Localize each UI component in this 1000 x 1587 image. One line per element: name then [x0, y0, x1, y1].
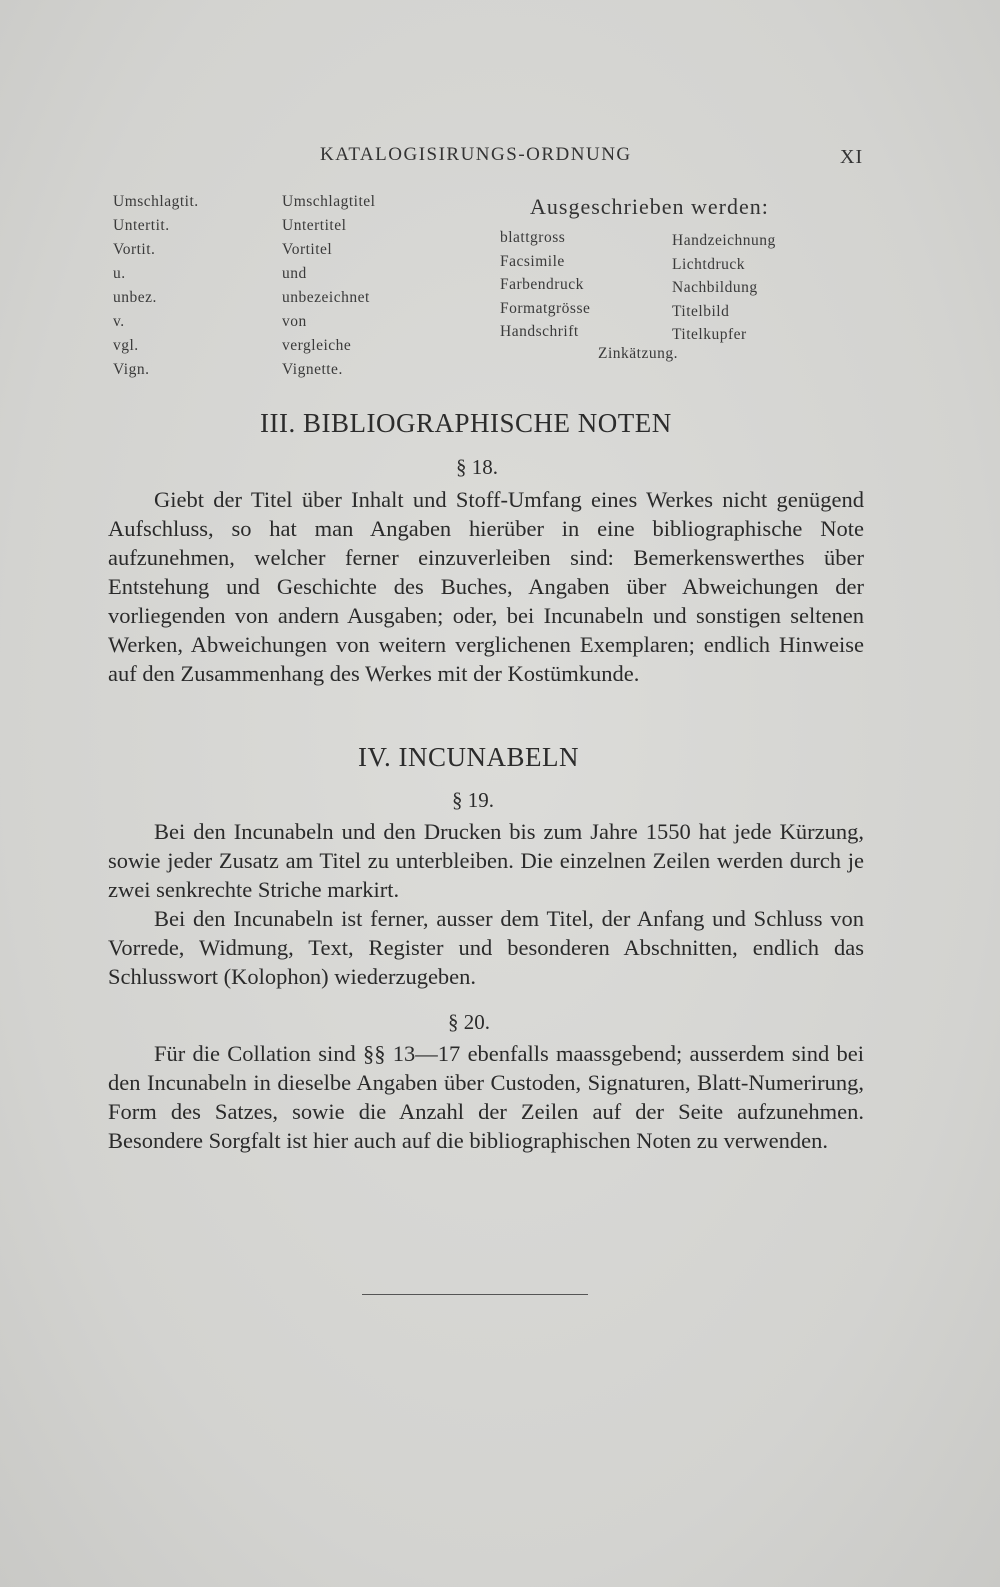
abbreviation: vgl.: [113, 337, 139, 354]
full-form: Untertitel: [282, 217, 347, 234]
abbreviation: Umschlagtit.: [113, 193, 199, 210]
spelled-out-word: Zinkätzung.: [598, 345, 678, 362]
spelled-out-word: Formatgrösse: [500, 299, 591, 317]
paragraph-number: § 20.: [448, 1010, 490, 1034]
section-heading-incunabeln: IV. INCUNABELN: [358, 742, 579, 772]
spelled-out-word: Titelbild: [672, 302, 730, 320]
section-body: [108, 817, 864, 991]
paragraph-text: Bei den Incunabeln und den Drucken bis zum Jahre 1550 hat jede Kürzung, sowie jeder Zusatz am Titel zu unterbleiben. Die einzelnen Zeilen werden durch je zwei senkrechte Striche markirt.: [108, 819, 864, 902]
spelled-out-heading: Ausgeschrieben werden:: [530, 194, 769, 219]
section-body: [108, 1039, 864, 1155]
abbreviation: u.: [113, 265, 126, 282]
abbreviation: Vign.: [113, 361, 150, 378]
paragraph-number: § 18.: [456, 455, 498, 479]
abbreviation: Vortit.: [113, 241, 156, 258]
section-heading-bibliographische-noten: III. BIBLIOGRAPHISCHE NOTEN: [260, 408, 672, 438]
page-number: XI: [840, 146, 864, 168]
paragraph-text: Giebt der Titel über Inhalt und Stoff-Umfang eines Werkes nicht genügend Aufschluss, so hat man Angaben hierüber in eine bibliographische Note aufzunehmen, welcher ferner einzuverleiben sind: Bemerkenswerthes über Entstehung und Geschichte des Buches, Angaben über Abweichungen der vorliegenden von andern Ausgaben; oder, bei Incunabeln und sonstigen seltenen Werken, Abweichungen von weitern verglichenen Exemplaren; endlich Hinweise auf den Zusammenhang des Werkes mit der Kostümkunde.: [108, 487, 864, 686]
spelled-out-word: Handschrift: [500, 323, 579, 340]
spelled-out-word: blattgross: [500, 229, 566, 246]
full-form: Umschlagtitel: [282, 193, 376, 210]
full-form: unbezeichnet: [282, 289, 370, 306]
full-form: von: [282, 313, 307, 330]
abbreviation: v.: [113, 313, 125, 330]
spelled-out-word: Farbendruck: [500, 276, 584, 293]
spelled-out-word: Lichtdruck: [672, 255, 746, 273]
paragraph-text: Für die Collation sind §§ 13—17 ebenfalls maassgebend; ausserdem sind bei den Incunabeln in dieselbe Angaben über Custoden, Signaturen, Blatt-Numerirung, Form des Satzes, sowie die Anzahl der Zeilen auf der Seite aufzunehmen. Besondere Sorgfalt ist hier auch auf die bibliographischen Noten zu verwenden.: [108, 1041, 864, 1153]
full-form-column: [282, 190, 375, 382]
full-form: Vignette.: [282, 361, 343, 378]
spelled-out-word: Nachbildung: [672, 279, 758, 296]
full-form: und: [282, 265, 307, 282]
closing-rule: [362, 1294, 588, 1295]
spelled-out-word: Handzeichnung: [672, 232, 776, 249]
running-header: KATALOGISIRUNGS-ORDNUNG: [320, 144, 632, 165]
abbreviation-column: [113, 190, 199, 382]
spelled-out-word: Titelkupfer: [672, 326, 747, 343]
full-form: vergleiche: [282, 337, 352, 354]
paragraph-text: Bei den Incunabeln ist ferner, ausser dem Titel, der Anfang und Schluss von Vorrede, Widmung, Text, Register und besonderen Abschnitten, endlich das Schlusswort (Kolophon) wiederzugeben.: [108, 906, 864, 989]
spelled-out-word: Facsimile: [500, 252, 565, 270]
spelled-out-right-column: [672, 229, 776, 347]
spelled-out-left-column: [500, 226, 590, 344]
full-form: Vortitel: [282, 241, 333, 258]
paragraph-number: § 19.: [452, 788, 494, 812]
abbreviation: unbez.: [113, 289, 157, 306]
abbreviation: Untertit.: [113, 217, 170, 234]
section-body: [108, 485, 864, 688]
